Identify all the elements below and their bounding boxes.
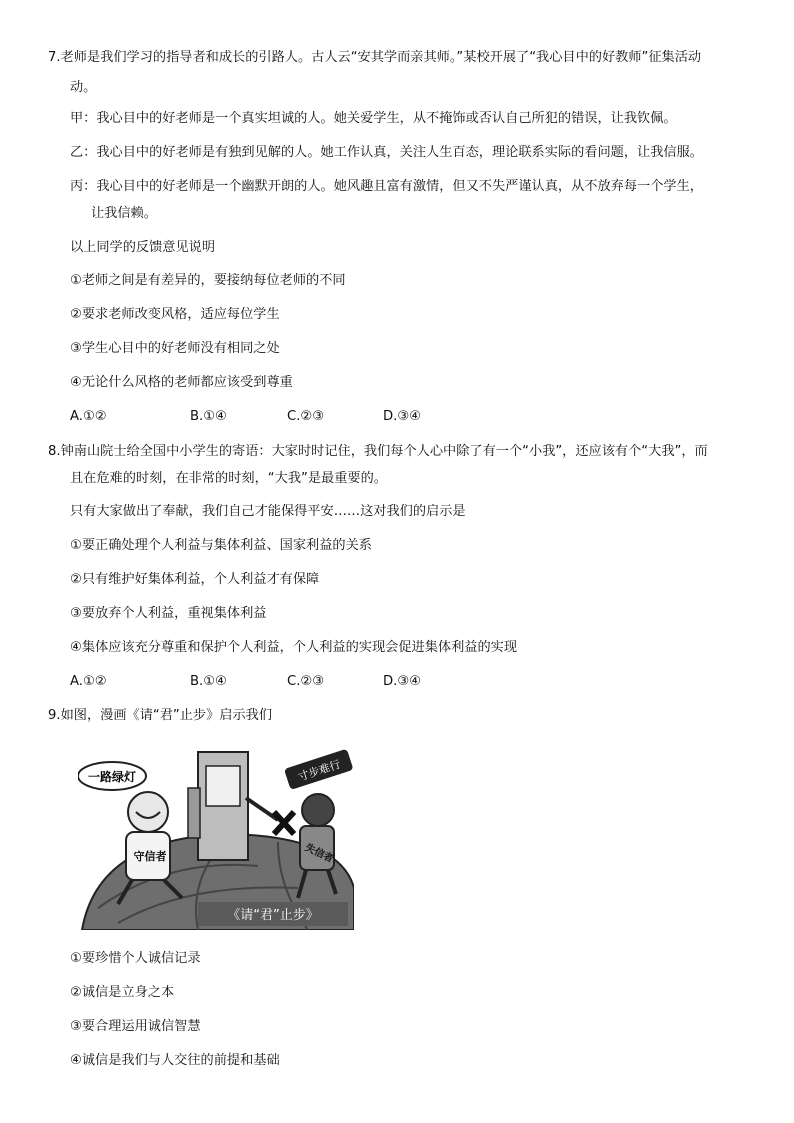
q8-item-2: ②只有维护好集体利益，个人利益才有保障 — [70, 572, 320, 587]
q7-item-4: ④无论什么风格的老师都应该受到尊重 — [70, 375, 293, 390]
q8-item-1: ①要正确处理个人利益与集体利益、国家利益的关系 — [70, 538, 372, 553]
q8-stem-line2: 且在危难的时刻，在非常的时刻，“大我”是最重要的。 — [70, 471, 387, 486]
cartoon-drawing — [78, 738, 354, 930]
cartoon-caption: 《请“君”止步》 — [227, 908, 319, 923]
q7-item-3: ③学生心目中的好老师没有相同之处 — [70, 341, 280, 356]
q7-option-c[interactable]: C.②③ — [287, 409, 325, 424]
q9-item-2: ②诚信是立身之本 — [70, 985, 175, 1000]
q8-item-4: ④集体应该充分尊重和保护个人利益，个人利益的实现会促进集体利益的实现 — [70, 640, 518, 655]
q7-bing-line2: 让我信赖。 — [91, 206, 157, 221]
q8-option-d[interactable]: D.③④ — [383, 674, 421, 689]
q8-item-3: ③要放弃个人利益，重视集体利益 — [70, 606, 267, 621]
q8-stem-line3: 只有大家做出了奉献，我们自己才能保得平安……这对我们的启示是 — [70, 504, 466, 519]
q7-option-d[interactable]: D.③④ — [383, 409, 421, 424]
q8-option-a[interactable]: A.①② — [70, 674, 107, 689]
bubble-right-text: 寸步难行 — [296, 757, 343, 784]
q9-item-3: ③要合理运用诚信智慧 — [70, 1019, 201, 1034]
q8-option-c[interactable]: C.②③ — [287, 674, 325, 689]
stop-x-icon — [274, 812, 294, 834]
q9-stem: 9.如图，漫画《请“君”止步》启示我们 — [48, 708, 273, 723]
q7-item-2: ②要求老师改变风格，适应每位学生 — [70, 307, 280, 322]
q8-option-b[interactable]: B.①④ — [190, 674, 227, 689]
honest-person-head — [128, 792, 168, 832]
dishonest-person-head — [302, 794, 334, 826]
q7-option-b[interactable]: B.①④ — [190, 409, 227, 424]
q9-item-1: ①要珍惜个人诚信记录 — [70, 951, 201, 966]
q9-item-4: ④诚信是我们与人交往的前提和基础 — [70, 1053, 280, 1068]
q7-jia: 甲：我心目中的好老师是一个真实坦诚的人。她关爱学生，从不掩饰或否认自己所犯的错误，让我钦佩。 — [70, 111, 677, 126]
label-right: 失信者 — [303, 842, 335, 866]
cartoon-image — [78, 738, 354, 930]
q8-stem-line1: 8.钟南山院士给全国中小学生的寄语：大家时时记住，我们每个人心中除了有一个“小我”，还应该有个“大我”，而 — [48, 444, 708, 459]
bubble-left-text: 一路绿灯 — [87, 770, 137, 784]
label-left: 守信者 — [133, 850, 167, 863]
q7-stem-line1: 7.老师是我们学习的指导者和成长的引路人。古人云“安其学而亲其师。”某校开展了“我心目中的好教师”征集活动 — [48, 50, 702, 65]
q7-yi: 乙：我心目中的好老师是有独到见解的人。她工作认真，关注人生百态，理论联系实际的看问题，让我信服。 — [70, 145, 703, 160]
q7-item-1: ①老师之间是有差异的，要接纳每位老师的不同 — [70, 273, 346, 288]
q7-lead: 以上同学的反馈意见说明 — [70, 240, 216, 255]
q7-stem-tail: 动。 — [70, 80, 97, 95]
q7-bing-line1: 丙：我心目中的好老师是一个幽默开朗的人。她风趣且富有激情，但又不失严谨认真，从不放弃每一个学生， — [70, 179, 703, 194]
q7-stem — [48, 49, 701, 67]
q7-option-a[interactable]: A.①② — [70, 409, 107, 424]
